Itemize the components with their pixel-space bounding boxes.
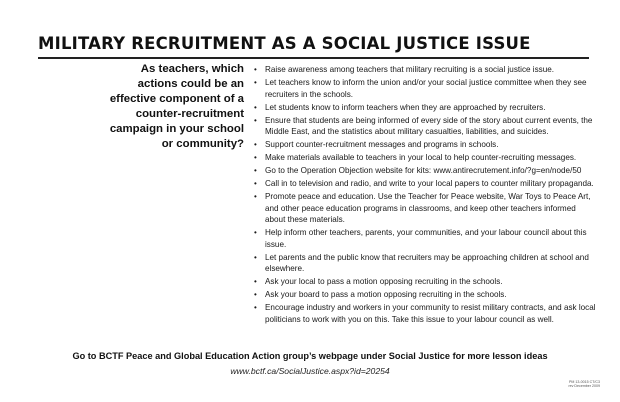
document-code-line: PM 13-0015 CT/C3 — [569, 380, 600, 384]
list-item-text: Call in to television and radio, and write to your local papers to counter military propaganda. — [265, 179, 594, 189]
bullet-icon: • — [254, 77, 257, 87]
bullet-icon: • — [254, 277, 257, 287]
action-list — [252, 64, 598, 327]
list-item-text: Let teachers know to inform the union and/or your social justice committee when they see recruiters in the schools. — [265, 77, 587, 99]
bullet-icon: • — [254, 65, 257, 74]
bullet-icon: • — [254, 192, 257, 202]
list-item — [252, 276, 598, 288]
bullet-icon: • — [254, 153, 257, 163]
list-item-text: Make materials available to teachers in your local to help counter-recruiting messages. — [265, 153, 577, 163]
list-item-text: Ask your board to pass a motion opposing recruiting in the schools. — [265, 290, 507, 300]
list-item-text: Help inform other teachers, parents, your communities, and your labour council about this issue. — [265, 228, 587, 249]
list-item — [252, 289, 598, 301]
list-item-text: Ensure that students are being informed of every side of the story about current events, the Middle East, and the statistics about military casualties, liabilities, and suicides. — [265, 115, 593, 137]
bullet-icon: • — [254, 290, 257, 300]
footer-link[interactable]: www.bctf.ca/SocialJustice.aspx?id=20254 — [230, 366, 390, 376]
list-item-text: Ask your local to pass a motion opposing recruiting in the schools. — [265, 277, 503, 287]
list-item — [252, 191, 598, 226]
list-item — [252, 64, 598, 76]
bullet-icon: • — [254, 115, 257, 125]
list-item — [252, 139, 598, 151]
list-item — [252, 152, 598, 164]
bullet-icon: • — [254, 179, 257, 189]
list-item-text: Raise awareness among teachers that military recruiting is a social justice issue. — [265, 65, 555, 74]
sidebar-question: As teachers, which actions could be an effective component of a counter-recruitment campaign in your school or community? — [109, 63, 244, 150]
title-divider — [38, 57, 589, 59]
document-date-line: rev December 2009 — [568, 384, 600, 389]
list-item — [252, 302, 598, 325]
list-item-text: Go to the Operation Objection website for kits: www.antirecrutement.info/?g=en/node/50 — [265, 166, 582, 176]
page-title: MILITARY RECRUITMENT AS A SOCIAL JUSTICE ISSUE — [38, 34, 531, 53]
list-item-text: Let students know to inform teachers when they are approached by recruiters. — [265, 102, 546, 112]
list-item-text: Support counter-recruitment messages and programs in schools. — [265, 140, 499, 150]
list-item-text: Promote peace and education. Use the Teacher for Peace website, War Toys to Peace Art, and other peace education programs in classrooms, and keep other teachers informed about these materials. — [265, 192, 591, 225]
list-item — [252, 77, 598, 100]
bullet-icon: • — [254, 166, 257, 176]
list-item-text: Encourage industry and workers in your community to resist military contracts, and ask local politicians to work with you on this. Take this issue to your labour council as well. — [265, 303, 596, 324]
list-item — [252, 102, 598, 114]
list-item — [252, 252, 598, 275]
bullet-icon: • — [254, 252, 257, 262]
list-item — [252, 178, 598, 190]
bullet-icon: • — [254, 102, 257, 112]
bullet-icon: • — [254, 140, 257, 150]
document-code — [560, 380, 600, 389]
list-item — [252, 115, 598, 138]
footer-note: Go to BCTF Peace and Global Education Action group’s webpage under Social Justice for more lesson ideas — [72, 351, 548, 361]
list-item — [252, 165, 598, 177]
bullet-icon: • — [254, 303, 257, 313]
bullet-icon: • — [254, 228, 257, 238]
list-item — [252, 227, 598, 250]
list-item-text: Let parents and the public know that recruiters may be approaching children at school and elsewhere. — [265, 252, 589, 274]
